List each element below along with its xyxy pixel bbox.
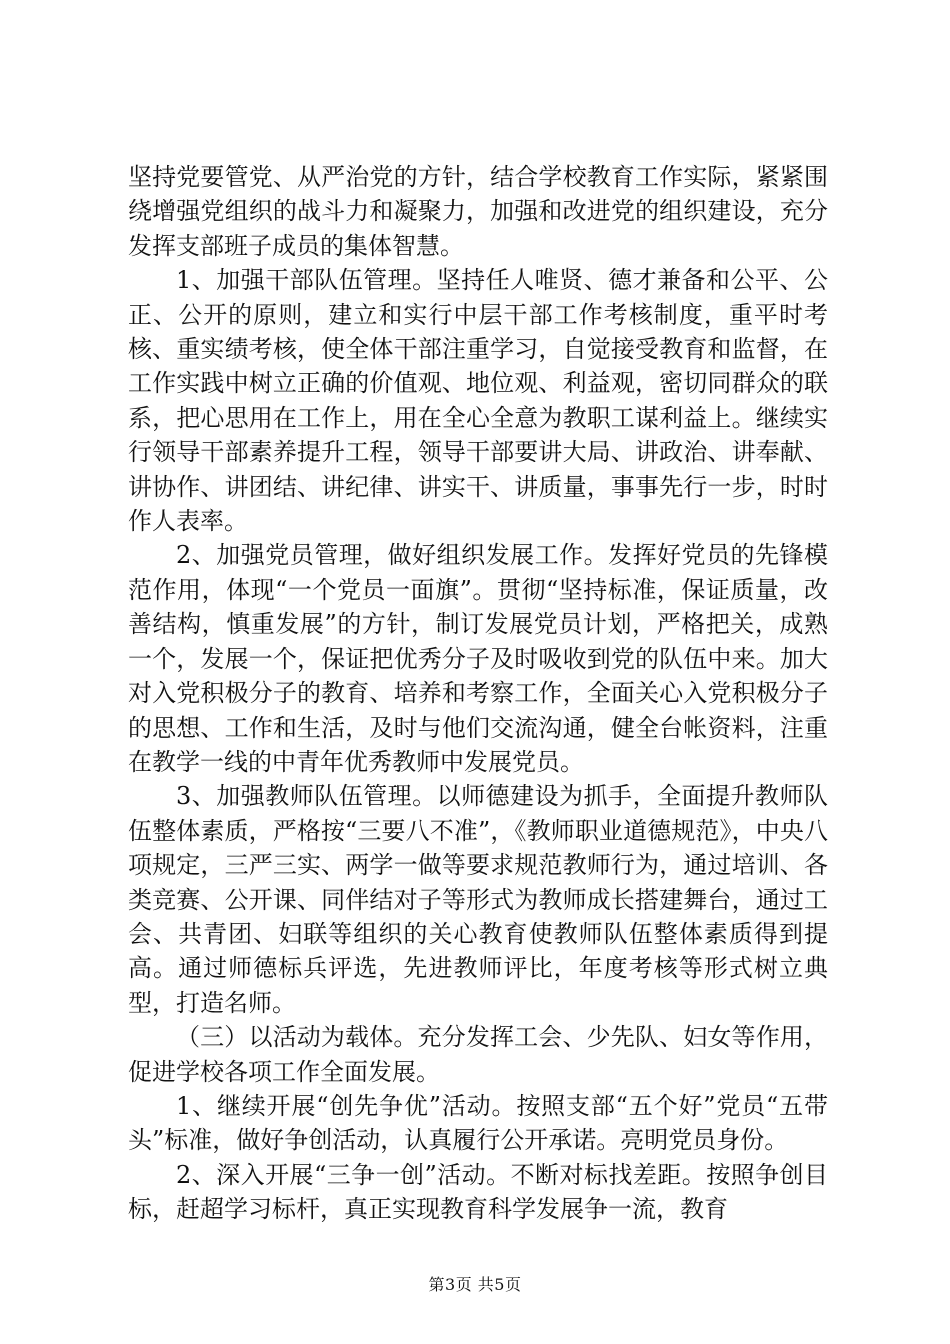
paragraph-cadre-management: 1、加强干部队伍管理。坚持任人唯贤、德才兼备和公平、公正、公开的原则，建立和实行中层干部工作考核制度，重平时考核、重实绩考核，使全体干部注重学习，自觉接受教育和监督，在工作实践中树立正确的价值观、地位观、利益观，密切同群众的联系，把心思用在工作上，用在全心全意为教职工谋利益上。继续实行领导干部素养提升工程，领导干部要讲大局、讲政治、讲奉献、讲协作、讲团结、讲纪律、讲实干、讲质量，事事先行一步，时时作人表率。 — [128, 266, 828, 536]
page-number-footer: 第3页 共5页 — [428, 1275, 522, 1294]
document-body — [128, 160, 828, 1227]
paragraph-intro: 坚持党要管党、从严治党的方针，结合学校教育工作实际，紧紧围绕增强党组织的战斗力和凝聚力，加强和改进党的组织建设，充分发挥支部班子成员的集体智慧。 — [128, 163, 828, 260]
paragraph-teacher-management: 3、加强教师队伍管理。以师德建设为抓手，全面提升教师队伍整体素质，严格按“三要八不准”，《教师职业道德规范》，中央八项规定，三严三实、两学一做等要求规范教师行为，通过培训、各类竞赛、公开课、同伴结对子等形式为教师成长搭建舞台，通过工会、共青团、妇联等组织的关心教育使教师队伍整体素质得到提高。通过师德标兵评选，先进教师评比，年度考核等形式树立典型，打造名师。 — [128, 782, 828, 1017]
paragraph-member-management: 2、加强党员管理，做好组织发展工作。发挥好党员的先锋模范作用，体现“一个党员一面旗”。贯彻“坚持标准，保证质量，改善结构，慎重发展”的方针，制订发展党员计划，严格把关，成熟一个，发展一个，保证把优秀分子及时吸收到党的队伍中来。加大对入党积极分子的教育、培养和考察工作，全面关心入党积极分子的思想、工作和生活，及时与他们交流沟通，健全台帐资料，注重在教学一线的中青年优秀教师中发展党员。 — [128, 541, 828, 776]
paragraph-section-three: （三）以活动为载体。充分发挥工会、少先队、妇女等作用，促进学校各项工作全面发展。 — [128, 1023, 828, 1086]
paragraph-activity-one: 1、继续开展“创先争优”活动。按照支部“五个好”党员“五带头”标准，做好争创活动，认真履行公开承诺。亮明党员身份。 — [128, 1091, 828, 1155]
paragraph-activity-two: 2、深入开展“三争一创”活动。不断对标找差距。按照争创目标，赶超学习标杆，真正实现教育科学发展争一流，教育 — [128, 1160, 828, 1224]
